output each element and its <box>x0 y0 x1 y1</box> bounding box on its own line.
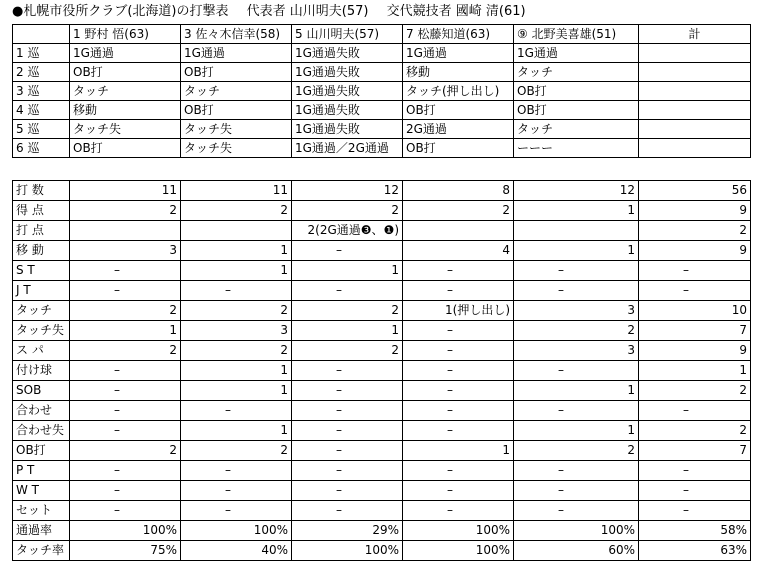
stat-cell: – <box>70 481 181 501</box>
round-cell: 1G通過失敗 <box>292 82 403 101</box>
alternate-player: 交代競技者 國崎 清(61) <box>386 4 526 19</box>
stat-cell: – <box>403 261 514 281</box>
stat-cell: 100% <box>403 521 514 541</box>
round-cell: 1G通過 <box>403 44 514 63</box>
round-cell <box>639 44 751 63</box>
stat-cell: – <box>403 481 514 501</box>
round-cell <box>639 63 751 82</box>
round-row <box>13 82 751 101</box>
stat-label: 打 点 <box>13 221 70 241</box>
stat-cell: 100% <box>514 521 639 541</box>
round-label: 5 巡 <box>13 120 70 139</box>
stat-cell: 4 <box>403 241 514 261</box>
stat-cell: 60% <box>514 541 639 561</box>
stat-cell: 1 <box>403 441 514 461</box>
stat-cell: 11 <box>181 181 292 201</box>
stat-cell: 1 <box>181 261 292 281</box>
round-row <box>13 63 751 82</box>
stat-label: SOB <box>13 381 70 401</box>
stat-cell: – <box>639 461 751 481</box>
stat-label: タッチ率 <box>13 541 70 561</box>
stat-cell: 2 <box>70 341 181 361</box>
stat-cell: – <box>292 481 403 501</box>
header-player: 1 野村 悟(63) <box>70 25 181 44</box>
stat-label: タッチ <box>13 301 70 321</box>
stat-cell: 40% <box>181 541 292 561</box>
stat-cell: – <box>403 361 514 381</box>
round-cell: OB打 <box>181 63 292 82</box>
stat-cell: 3 <box>514 301 639 321</box>
stat-row <box>13 441 751 461</box>
round-cell: タッチ <box>181 82 292 101</box>
stat-cell: – <box>70 461 181 481</box>
round-cell <box>639 139 751 158</box>
stat-cell: – <box>181 481 292 501</box>
stat-cell: 3 <box>514 341 639 361</box>
stat-cell: – <box>514 361 639 381</box>
round-cell: タッチ <box>514 63 639 82</box>
round-cell: タッチ <box>70 82 181 101</box>
round-cell: タッチ(押し出し) <box>403 82 514 101</box>
round-cell: OB打 <box>514 101 639 120</box>
stat-cell: 2 <box>292 301 403 321</box>
stat-cell: 2 <box>639 381 751 401</box>
stat-cell: – <box>292 241 403 261</box>
stat-row <box>13 521 751 541</box>
stat-cell: – <box>70 361 181 381</box>
header-row <box>13 25 751 44</box>
round-cell: 1G通過失敗 <box>292 44 403 63</box>
stat-label: J T <box>13 281 70 301</box>
stat-cell: – <box>181 401 292 421</box>
stat-label: セット <box>13 501 70 521</box>
round-cell: 1G通過 <box>70 44 181 63</box>
stat-cell: – <box>403 341 514 361</box>
stat-cell: 2 <box>292 201 403 221</box>
stat-cell: 1 <box>514 201 639 221</box>
round-row <box>13 101 751 120</box>
stat-cell: 2 <box>292 341 403 361</box>
stat-cell: 7 <box>639 321 751 341</box>
round-cell: タッチ失 <box>70 120 181 139</box>
stat-cell: 2 <box>70 441 181 461</box>
header-player: ⑨ 北野美喜雄(51) <box>514 25 639 44</box>
stat-label: 通過率 <box>13 521 70 541</box>
stat-row <box>13 401 751 421</box>
stat-cell: – <box>181 501 292 521</box>
round-cell: OB打 <box>70 63 181 82</box>
stat-cell: – <box>181 281 292 301</box>
stat-row <box>13 421 751 441</box>
stat-cell: 2 <box>181 201 292 221</box>
round-cell: 1G通過 <box>181 44 292 63</box>
round-label: 4 巡 <box>13 101 70 120</box>
stat-cell: – <box>639 401 751 421</box>
stat-cell: 1 <box>181 361 292 381</box>
page-title <box>12 4 540 20</box>
stat-row <box>13 381 751 401</box>
stat-cell: 1 <box>181 421 292 441</box>
stat-cell: 12 <box>514 181 639 201</box>
stat-row <box>13 461 751 481</box>
stat-cell: 29% <box>292 521 403 541</box>
stats-table <box>12 180 751 561</box>
stat-cell: 58% <box>639 521 751 541</box>
stat-label: W T <box>13 481 70 501</box>
round-cell: OB打 <box>514 82 639 101</box>
stat-cell: – <box>70 261 181 281</box>
round-cell: 移動 <box>70 101 181 120</box>
stat-cell: – <box>403 281 514 301</box>
team-title: ●札幌市役所クラブ(北海道)の打撃表 <box>12 4 229 19</box>
stat-cell: – <box>292 381 403 401</box>
stat-row <box>13 201 751 221</box>
stat-cell: 1(押し出し) <box>403 301 514 321</box>
stat-cell: – <box>639 481 751 501</box>
stat-cell: – <box>70 421 181 441</box>
stat-cell: 2 <box>514 321 639 341</box>
round-cell: OB打 <box>70 139 181 158</box>
stat-cell: 10 <box>639 301 751 321</box>
stat-cell: 56 <box>639 181 751 201</box>
round-cell: 1G通過失敗 <box>292 63 403 82</box>
stat-cell: 1 <box>70 321 181 341</box>
stat-cell: 9 <box>639 241 751 261</box>
stat-cell: – <box>403 381 514 401</box>
representative: 代表者 山川明夫(57) <box>246 4 369 19</box>
stat-cell: – <box>292 501 403 521</box>
round-cell: 1G通過失敗 <box>292 101 403 120</box>
stat-cell: 63% <box>639 541 751 561</box>
stat-cell: 100% <box>292 541 403 561</box>
stat-cell: 2 <box>181 341 292 361</box>
stat-row <box>13 281 751 301</box>
stat-cell: 11 <box>70 181 181 201</box>
round-label: 2 巡 <box>13 63 70 82</box>
stat-cell: – <box>514 461 639 481</box>
header-player: 7 松藤知道(63) <box>403 25 514 44</box>
round-cell <box>639 82 751 101</box>
stat-cell: – <box>639 501 751 521</box>
round-cell: タッチ失 <box>181 139 292 158</box>
stat-row <box>13 301 751 321</box>
stat-cell: 2 <box>181 441 292 461</box>
stat-cell: – <box>403 461 514 481</box>
stat-row <box>13 361 751 381</box>
stat-label: 付け球 <box>13 361 70 381</box>
stat-label: 移 動 <box>13 241 70 261</box>
stat-cell: – <box>403 421 514 441</box>
stat-cell: – <box>639 281 751 301</box>
stat-label: 合わせ失 <box>13 421 70 441</box>
stat-cell: 2 <box>639 221 751 241</box>
stat-cell <box>403 221 514 241</box>
stat-cell: 1 <box>514 241 639 261</box>
stat-cell: 3 <box>181 321 292 341</box>
stat-cell: – <box>70 281 181 301</box>
stat-label: OB打 <box>13 441 70 461</box>
stat-cell: 75% <box>70 541 181 561</box>
stat-cell <box>70 221 181 241</box>
stat-cell: 12 <box>292 181 403 201</box>
round-label: 3 巡 <box>13 82 70 101</box>
stat-cell: 2 <box>639 421 751 441</box>
round-cell: ーーー <box>514 139 639 158</box>
round-cell: 1G通過 <box>514 44 639 63</box>
stat-row <box>13 181 751 201</box>
stat-cell: 3 <box>70 241 181 261</box>
round-cell: OB打 <box>403 101 514 120</box>
stat-cell: – <box>514 401 639 421</box>
round-row <box>13 139 751 158</box>
stat-cell: – <box>514 261 639 281</box>
stat-cell: – <box>292 441 403 461</box>
stat-cell: 1 <box>181 381 292 401</box>
stat-label: タッチ失 <box>13 321 70 341</box>
round-cell: OB打 <box>403 139 514 158</box>
stat-cell: – <box>70 501 181 521</box>
stat-cell: 100% <box>403 541 514 561</box>
stat-cell: 2 <box>514 441 639 461</box>
stat-cell: – <box>292 461 403 481</box>
stat-cell: – <box>514 481 639 501</box>
stat-cell: – <box>70 381 181 401</box>
stat-label: 得 点 <box>13 201 70 221</box>
stat-cell: 1 <box>181 241 292 261</box>
round-cell: 1G通過／2G通過 <box>292 139 403 158</box>
stat-cell: – <box>292 361 403 381</box>
round-cell: OB打 <box>181 101 292 120</box>
round-cell: タッチ失 <box>181 120 292 139</box>
round-cell: 2G通過 <box>403 120 514 139</box>
stat-cell: 100% <box>70 521 181 541</box>
rounds-table <box>12 24 751 158</box>
stat-cell: – <box>514 281 639 301</box>
stat-label: 打 数 <box>13 181 70 201</box>
stat-cell: – <box>514 501 639 521</box>
stat-cell <box>514 221 639 241</box>
round-row <box>13 44 751 63</box>
stat-cell: 1 <box>292 321 403 341</box>
header-total: 計 <box>639 25 751 44</box>
header-player: 5 山川明夫(57) <box>292 25 403 44</box>
round-row <box>13 120 751 139</box>
stat-row <box>13 321 751 341</box>
stat-cell: 1 <box>292 261 403 281</box>
stat-cell: – <box>181 461 292 481</box>
round-cell: 移動 <box>403 63 514 82</box>
stat-row <box>13 221 751 241</box>
stat-cell: 100% <box>181 521 292 541</box>
round-cell: 1G通過失敗 <box>292 120 403 139</box>
stat-cell: 2 <box>70 301 181 321</box>
stat-cell: 2 <box>70 201 181 221</box>
stat-label: P T <box>13 461 70 481</box>
stat-label: ス パ <box>13 341 70 361</box>
stat-cell: – <box>639 261 751 281</box>
stat-cell: 1 <box>639 361 751 381</box>
round-label: 1 巡 <box>13 44 70 63</box>
round-cell: タッチ <box>514 120 639 139</box>
stat-row <box>13 341 751 361</box>
header-player: 3 佐々木信幸(58) <box>181 25 292 44</box>
stat-cell: 2(2G通過❸、❶) <box>292 221 403 241</box>
stat-cell: 2 <box>181 301 292 321</box>
stat-label: 合わせ <box>13 401 70 421</box>
stat-cell: – <box>292 401 403 421</box>
stat-cell: – <box>292 281 403 301</box>
stat-cell: – <box>403 321 514 341</box>
header-corner <box>13 25 70 44</box>
stat-row <box>13 241 751 261</box>
stat-row <box>13 501 751 521</box>
stat-label: S T <box>13 261 70 281</box>
stat-cell: 1 <box>514 381 639 401</box>
stat-cell: – <box>292 421 403 441</box>
stat-row <box>13 481 751 501</box>
stat-cell <box>181 221 292 241</box>
stat-cell: 2 <box>403 201 514 221</box>
stat-cell: 7 <box>639 441 751 461</box>
stat-cell: 8 <box>403 181 514 201</box>
stat-row <box>13 541 751 561</box>
round-label: 6 巡 <box>13 139 70 158</box>
round-cell <box>639 120 751 139</box>
stat-cell: 9 <box>639 341 751 361</box>
stat-cell: – <box>403 401 514 421</box>
stat-cell: – <box>403 501 514 521</box>
stat-cell: – <box>70 401 181 421</box>
round-cell <box>639 101 751 120</box>
stat-cell: 1 <box>514 421 639 441</box>
stat-row <box>13 261 751 281</box>
stat-cell: 9 <box>639 201 751 221</box>
